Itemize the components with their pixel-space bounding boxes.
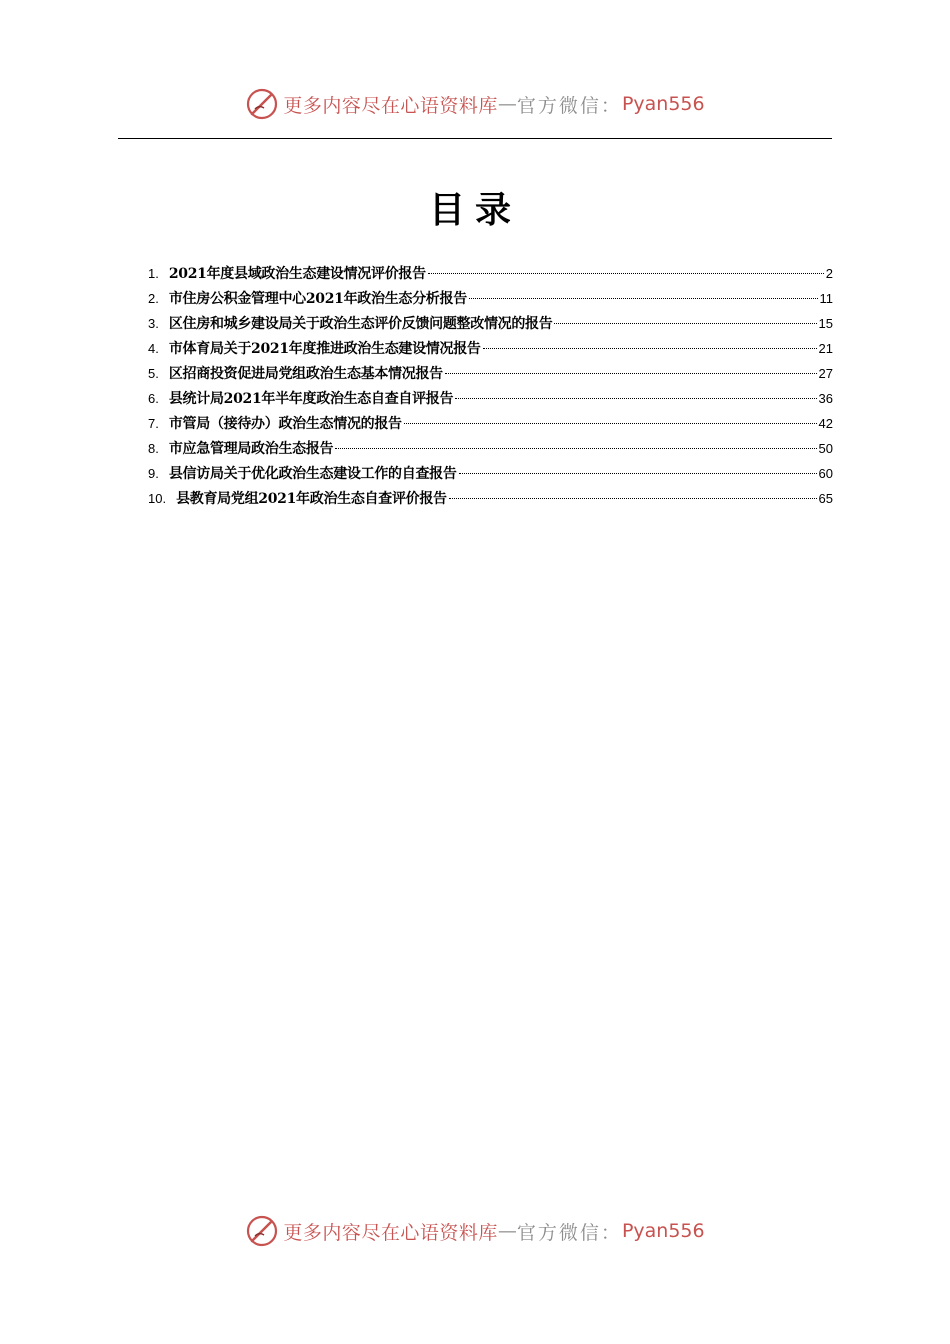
toc-entry-title[interactable]: 市住房公积金管理中心2021年政治生态分析报告 [168, 291, 467, 307]
toc-leader-dots [335, 448, 816, 449]
toc-entry-number: 10. [148, 491, 167, 506]
toc-entry-page: 27 [818, 366, 833, 381]
toc-entry-page: 2 [825, 266, 833, 281]
toc-entry-number: 4. [148, 341, 159, 356]
toc-entry[interactable] [148, 286, 833, 311]
table-of-contents [148, 261, 833, 511]
toc-entry-title[interactable]: 区住房和城乡建设局关于政治生态评价反馈问题整改情况的报告 [168, 316, 553, 332]
toc-entry-page: 50 [818, 441, 833, 456]
banner-text: 更多内容尽在心语资料库 [283, 1221, 498, 1244]
page-title: 目录 [428, 190, 521, 231]
quill-pen-logo-icon [245, 1214, 279, 1248]
toc-entry-page: 15 [818, 316, 833, 331]
toc-entry-number: 5. [148, 366, 159, 381]
toc-entry[interactable] [148, 361, 833, 386]
toc-leader-dots [455, 398, 816, 399]
toc-entry-page: 60 [818, 466, 833, 481]
toc-entry[interactable] [148, 411, 833, 436]
toc-entry-title[interactable]: 2021年度县域政治生态建设情况评价报告 [168, 266, 426, 282]
toc-entry-number: 8. [148, 441, 159, 456]
toc-leader-dots [404, 423, 817, 424]
toc-leader-dots [469, 298, 818, 299]
toc-entry-page: 65 [818, 491, 833, 506]
toc-entry-page: 11 [819, 291, 833, 306]
toc-leader-dots [483, 348, 817, 349]
toc-entry-title[interactable]: 市管局（接待办）政治生态情况的报告 [168, 416, 402, 432]
toc-entry[interactable] [148, 461, 833, 486]
toc-entry[interactable] [148, 261, 833, 286]
toc-entry-number: 6. [148, 391, 159, 406]
toc-entry[interactable] [148, 336, 833, 361]
toc-entry-page: 42 [818, 416, 833, 431]
toc-leader-dots [428, 273, 824, 274]
toc-entry[interactable] [148, 436, 833, 461]
banner-text: 更多内容尽在心语资料库 [283, 94, 498, 117]
toc-entry[interactable] [148, 311, 833, 336]
toc-leader-dots [445, 373, 817, 374]
toc-entry-title[interactable]: 市体育局关于2021年度推进政治生态建设情况报告 [168, 341, 481, 357]
toc-leader-dots [459, 473, 817, 474]
toc-entry-page: 21 [818, 341, 833, 356]
toc-entry-title[interactable]: 县教育局党组2021年政治生态自查评价报告 [176, 491, 447, 507]
banner-wechat-id: Pyan556 [621, 93, 705, 115]
toc-entry-title[interactable]: 区招商投资促进局党组政治生态基本情况报告 [168, 366, 443, 382]
toc-entry-number: 2. [148, 291, 159, 306]
quill-pen-logo-icon [245, 87, 279, 121]
toc-entry-number: 9. [148, 466, 159, 481]
header-banner [0, 84, 950, 124]
banner-wechat-label: 官方微信： [516, 94, 622, 117]
toc-leader-dots [449, 498, 817, 499]
banner-dash: — [497, 1220, 517, 1242]
toc-entry-number: 3. [148, 316, 159, 331]
toc-entry[interactable] [148, 486, 833, 511]
toc-entry[interactable] [148, 386, 833, 411]
toc-entry-title[interactable]: 市应急管理局政治生态报告 [168, 441, 334, 457]
toc-entry-title[interactable]: 县统计局2021年半年度政治生态自查自评报告 [168, 391, 454, 407]
toc-entry-page: 36 [818, 391, 833, 406]
toc-entry-number: 7. [148, 416, 159, 431]
toc-leader-dots [554, 323, 816, 324]
toc-entry-number: 1. [148, 266, 159, 281]
banner-dash: — [497, 93, 517, 115]
banner-wechat-id: Pyan556 [621, 1220, 705, 1242]
banner-wechat-label: 官方微信： [516, 1221, 622, 1244]
toc-entry-title[interactable]: 县信访局关于优化政治生态建设工作的自查报告 [168, 466, 457, 482]
header-divider [118, 138, 832, 139]
footer-banner [0, 1211, 950, 1251]
